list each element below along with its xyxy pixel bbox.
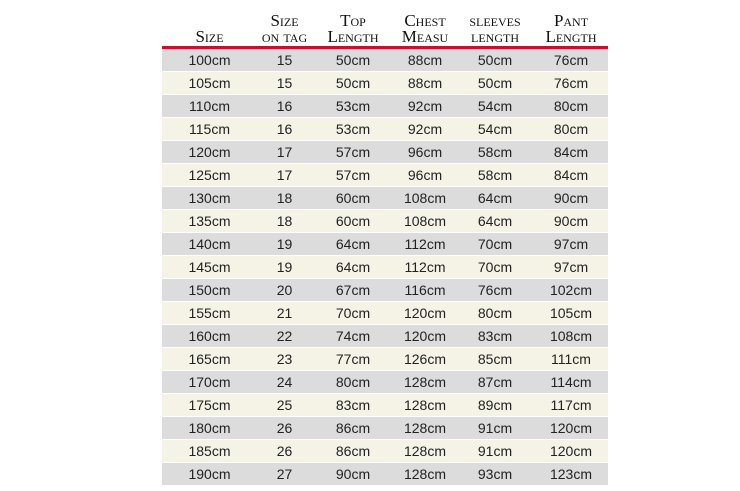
- table-cell: 97cm: [553, 236, 589, 252]
- table-cell: 58cm: [477, 144, 513, 160]
- table-cell: 110cm: [189, 98, 230, 114]
- table-cell: 86cm: [335, 443, 371, 459]
- table-cell: 58cm: [477, 167, 513, 183]
- header-chest-line2: Measu: [401, 27, 449, 46]
- table-cell: 53cm: [335, 121, 371, 137]
- header-top-length-line1: Top: [340, 11, 366, 30]
- table-row: [162, 371, 608, 394]
- table-cell: 26: [276, 443, 293, 459]
- table-cell: 17: [276, 144, 293, 160]
- table-cell: 50cm: [335, 52, 371, 68]
- table-row: [162, 49, 608, 72]
- table-cell: 128cm: [403, 443, 447, 459]
- table-cell: 80cm: [477, 305, 513, 321]
- table-cell: 145cm: [188, 259, 231, 275]
- table-row: [162, 72, 608, 95]
- table-row: [162, 233, 608, 256]
- table-cell: 15: [276, 75, 293, 91]
- table-cell: 85cm: [477, 351, 513, 367]
- table-cell: 128cm: [403, 466, 447, 482]
- table-row: [162, 325, 608, 348]
- table-cell: 92cm: [407, 121, 443, 137]
- table-cell: 112cm: [404, 259, 446, 275]
- table-cell: 57cm: [335, 144, 371, 160]
- table-cell: 120cm: [403, 305, 447, 321]
- table-cell: 120cm: [403, 328, 447, 344]
- table-row: [162, 118, 608, 141]
- table-cell: 135cm: [188, 213, 231, 229]
- table-cell: 128cm: [403, 374, 447, 390]
- table-cell: 97cm: [553, 259, 589, 275]
- table-cell: 70cm: [335, 305, 371, 321]
- table-cell: 90cm: [553, 190, 589, 206]
- table-cell: 80cm: [553, 121, 589, 137]
- table-cell: 50cm: [477, 52, 513, 68]
- header-size-line1: Size: [195, 27, 224, 46]
- table-cell: 84cm: [553, 144, 589, 160]
- table-cell: 86cm: [335, 420, 371, 436]
- size-chart-table: [162, 10, 608, 486]
- table-cell: 150cm: [188, 282, 231, 298]
- table-cell: 22: [276, 328, 293, 344]
- header-chest-line1: Chest: [404, 11, 446, 30]
- table-cell: 115cm: [189, 121, 230, 137]
- table-row: [162, 394, 608, 417]
- table-cell: 114cm: [550, 374, 592, 390]
- table-cell: 77cm: [335, 351, 371, 367]
- table-cell: 93cm: [477, 466, 513, 482]
- table-cell: 123cm: [549, 466, 593, 482]
- table-cell: 76cm: [553, 75, 589, 91]
- table-cell: 117cm: [550, 397, 592, 413]
- table-cell: 64cm: [477, 190, 513, 206]
- table-cell: 125cm: [188, 167, 231, 183]
- table-cell: 112cm: [404, 236, 446, 252]
- table-cell: 60cm: [335, 213, 371, 229]
- header-pant-length-line1: Pant: [553, 11, 589, 30]
- table-cell: 128cm: [403, 397, 447, 413]
- table-cell: 83cm: [335, 397, 371, 413]
- table-cell: 16: [276, 121, 293, 137]
- table-cell: 87cm: [477, 374, 513, 390]
- table-cell: 60cm: [335, 190, 371, 206]
- table-cell: 54cm: [477, 121, 513, 137]
- table-cell: 100cm: [188, 52, 231, 68]
- table-cell: 92cm: [407, 98, 443, 114]
- table-cell: 15: [276, 52, 293, 68]
- table-row: [162, 95, 608, 118]
- table-header: [162, 10, 608, 49]
- table-cell: 23: [276, 351, 293, 367]
- table-cell: 20: [276, 282, 293, 298]
- table-cell: 26: [276, 420, 293, 436]
- table-cell: 130cm: [188, 190, 231, 206]
- header-size-on-tag-line1: Size: [270, 11, 299, 30]
- header-pant-length-line2: Length: [545, 27, 597, 46]
- table-cell: 108cm: [403, 213, 447, 229]
- table-cell: 175cm: [188, 397, 231, 413]
- table-row: [162, 348, 608, 371]
- header-top-length-line2: Length: [327, 27, 379, 46]
- table-cell: 111cm: [551, 351, 591, 367]
- header-size: [162, 29, 257, 46]
- table-cell: 64cm: [335, 236, 371, 252]
- header-size-on-tag: [257, 13, 312, 46]
- table-cell: 96cm: [407, 144, 443, 160]
- table-cell: 21: [276, 305, 293, 321]
- table-cell: 105cm: [549, 305, 593, 321]
- header-sleeves-length-line1: sleeves: [469, 11, 521, 30]
- table-cell: 91cm: [477, 420, 513, 436]
- table-cell: 155cm: [188, 305, 231, 321]
- table-cell: 102cm: [549, 282, 593, 298]
- table-row: [162, 164, 608, 187]
- table-cell: 19: [276, 259, 293, 275]
- table-cell: 84cm: [553, 167, 589, 183]
- table-cell: 165cm: [188, 351, 231, 367]
- table-cell: 18: [276, 190, 293, 206]
- table-cell: 90cm: [553, 213, 589, 229]
- table-cell: 16: [276, 98, 293, 114]
- table-cell: 70cm: [477, 236, 513, 252]
- table-cell: 120cm: [188, 144, 231, 160]
- table-cell: 128cm: [403, 420, 447, 436]
- table-cell: 53cm: [335, 98, 371, 114]
- table-row: [162, 440, 608, 463]
- table-cell: 108cm: [403, 190, 447, 206]
- table-cell: 160cm: [188, 328, 231, 344]
- table-row: [162, 463, 608, 486]
- table-cell: 170cm: [188, 374, 231, 390]
- table-cell: 19: [276, 236, 293, 252]
- table-cell: 80cm: [335, 374, 371, 390]
- header-chest: [394, 13, 456, 46]
- table-cell: 90cm: [335, 466, 371, 482]
- table-cell: 50cm: [335, 75, 371, 91]
- table-cell: 120cm: [549, 420, 593, 436]
- table-body: [162, 49, 608, 486]
- table-cell: 116cm: [404, 282, 446, 298]
- table-cell: 83cm: [477, 328, 513, 344]
- table-cell: 91cm: [477, 443, 513, 459]
- header-sleeves-length-line2: length: [471, 27, 519, 46]
- table-cell: 57cm: [335, 167, 371, 183]
- table-cell: 88cm: [407, 75, 443, 91]
- table-cell: 17: [276, 167, 293, 183]
- table-row: [162, 210, 608, 233]
- header-top-length: [312, 13, 394, 46]
- header-pant-length: [534, 13, 608, 46]
- table-row: [162, 256, 608, 279]
- table-cell: 25: [276, 397, 293, 413]
- table-cell: 190cm: [188, 466, 231, 482]
- header-size-on-tag-line2: on tag: [261, 27, 308, 46]
- table-cell: 140cm: [188, 236, 231, 252]
- table-cell: 50cm: [477, 75, 513, 91]
- table-cell: 108cm: [549, 328, 593, 344]
- table-cell: 64cm: [335, 259, 371, 275]
- table-row: [162, 302, 608, 325]
- table-cell: 64cm: [477, 213, 513, 229]
- table-cell: 27: [276, 466, 293, 482]
- table-cell: 24: [276, 374, 293, 390]
- table-cell: 54cm: [477, 98, 513, 114]
- header-sleeves-length: [456, 13, 534, 46]
- table-cell: 76cm: [477, 282, 513, 298]
- table-row: [162, 417, 608, 440]
- table-cell: 96cm: [407, 167, 443, 183]
- table-cell: 180cm: [188, 420, 231, 436]
- table-cell: 74cm: [335, 328, 371, 344]
- table-cell: 120cm: [549, 443, 593, 459]
- table-row: [162, 187, 608, 210]
- table-cell: 88cm: [407, 52, 443, 68]
- table-row: [162, 141, 608, 164]
- table-cell: 126cm: [403, 351, 447, 367]
- table-cell: 80cm: [553, 98, 589, 114]
- table-cell: 67cm: [335, 282, 371, 298]
- table-cell: 185cm: [188, 443, 231, 459]
- table-cell: 76cm: [553, 52, 589, 68]
- table-cell: 89cm: [477, 397, 513, 413]
- table-cell: 105cm: [188, 75, 231, 91]
- table-row: [162, 279, 608, 302]
- table-cell: 70cm: [477, 259, 513, 275]
- table-cell: 18: [276, 213, 293, 229]
